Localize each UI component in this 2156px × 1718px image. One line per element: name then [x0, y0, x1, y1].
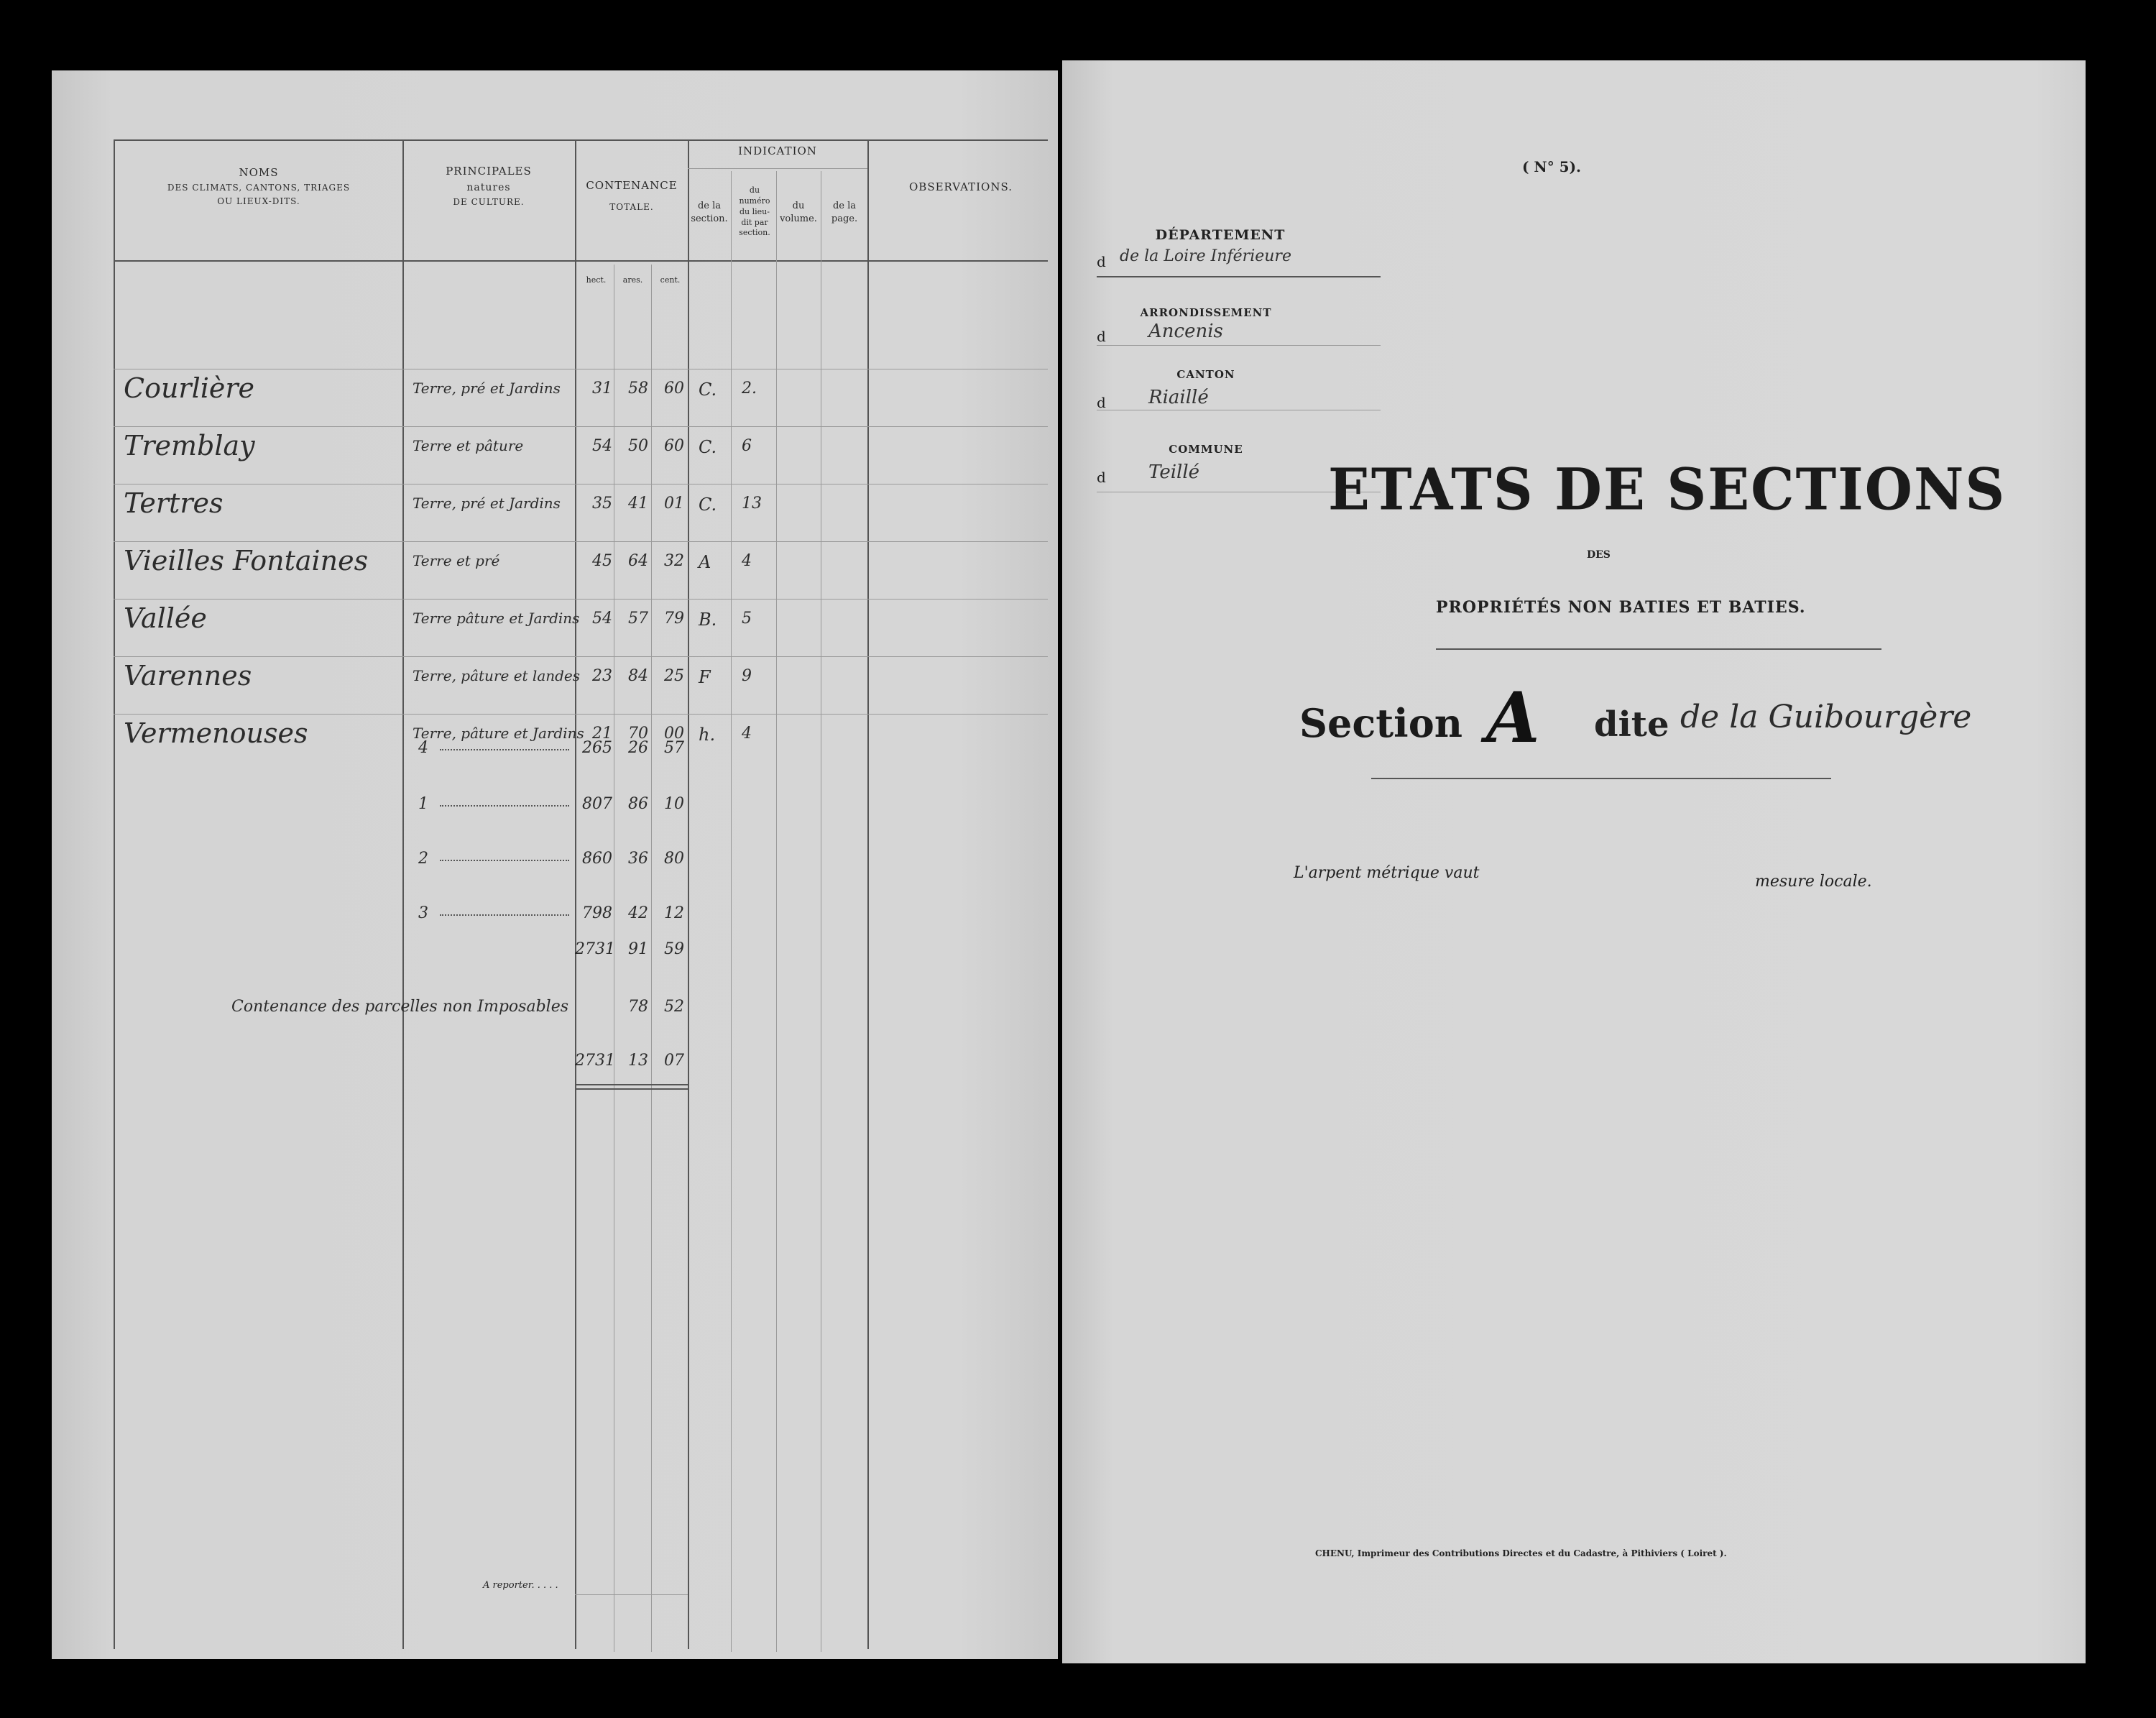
unit-ares: ares.	[622, 275, 643, 285]
row-section: B.	[699, 610, 717, 630]
leader-dots	[440, 914, 569, 916]
header-contenance: CONTENANCE TOTALE.	[586, 179, 678, 212]
printer-line: CHENU, Imprimeur des Contributions Directes et du Cadastre, à Pithiviers ( Loiret ).	[1315, 1548, 1727, 1558]
grand-total-hect: 2731	[575, 1052, 615, 1070]
section-letter: A	[1486, 677, 1540, 758]
departement-d: d	[1097, 253, 1106, 270]
subtitle: PROPRIÉTÉS NON BATIES ET BATIES.	[1436, 598, 1806, 617]
row-num: 4	[742, 552, 752, 570]
departement-value: de la Loire Inférieure	[1120, 247, 1291, 265]
canton-d: d	[1097, 394, 1106, 411]
subtotal-ares: 86	[628, 795, 648, 813]
row-name: Varennes	[124, 660, 252, 692]
row-culture: Terre, pâture et Jardins	[413, 725, 584, 742]
subtotal-hect: 807	[582, 795, 612, 813]
title-des: DES	[1587, 549, 1611, 561]
non-imposable-label: Contenance des parcelles non Imposables	[231, 998, 569, 1016]
subtotal-label: 2	[418, 850, 428, 868]
row-hect: 54	[592, 437, 612, 455]
commune-label: COMMUNE	[1169, 443, 1243, 456]
mesure-label: mesure locale.	[1755, 873, 1872, 891]
row-culture: Terre et pâture	[413, 437, 524, 454]
subtotal-cent: 12	[664, 904, 684, 922]
page-title: ETATS DE SECTIONS	[1328, 455, 2007, 523]
header-observations: OBSERVATIONS.	[909, 180, 1013, 193]
header-ind-numero: du numéro du lieu-dit par section.	[739, 185, 770, 238]
row-culture: Terre pâture et Jardins	[413, 610, 580, 627]
row-cent: 60	[664, 437, 684, 455]
row-section: h.	[699, 725, 716, 745]
total-cent: 59	[664, 940, 684, 958]
grand-total-cent: 07	[664, 1052, 684, 1070]
leader-dots	[440, 860, 569, 861]
subtotal-hect: 860	[582, 850, 612, 868]
canton-value: Riaillé	[1148, 387, 1209, 408]
row-section: C.	[699, 380, 717, 400]
header-natures: PRINCIPALES natures DE CULTURE.	[446, 165, 532, 208]
row-num: 13	[742, 495, 762, 513]
subtotal-label: 4	[418, 739, 428, 757]
row-num: 2.	[742, 380, 757, 398]
row-ares: 70	[628, 725, 648, 743]
header-ind-section: de la section.	[691, 201, 728, 224]
row-cent: 00	[664, 725, 684, 743]
unit-cent: cent.	[660, 275, 681, 285]
arrondissement-label: ARRONDISSEMENT	[1140, 306, 1272, 319]
row-culture: Terre, pâture et landes	[413, 667, 581, 684]
departement-label: DÉPARTEMENT	[1155, 227, 1286, 243]
row-name: Vermenouses	[124, 717, 308, 749]
subtotal-ares: 36	[628, 850, 648, 868]
commune-d: d	[1097, 469, 1106, 486]
row-hect: 21	[592, 725, 612, 743]
row-cent: 25	[664, 667, 684, 685]
row-cent: 32	[664, 552, 684, 570]
subtotal-ares: 42	[628, 904, 648, 922]
total-ares: 91	[628, 940, 648, 958]
arrondissement-value: Ancenis	[1148, 321, 1223, 342]
subtotal-cent: 10	[664, 795, 684, 813]
subtotal-ares: 26	[628, 739, 648, 757]
unit-hect: hect.	[586, 275, 607, 285]
row-ares: 58	[628, 380, 648, 398]
row-num: 9	[742, 667, 752, 685]
header-indication: INDICATION	[738, 144, 817, 157]
row-hect: 45	[592, 552, 612, 570]
commune-value: Teillé	[1148, 461, 1200, 483]
dite-word: dite	[1594, 704, 1669, 745]
subtotal-label: 3	[418, 904, 428, 922]
row-name: Tertres	[124, 487, 224, 519]
header-noms: NOMS DES CLIMATS, CANTONS, TRIAGES OU LIEUX-DITS.	[167, 166, 351, 207]
row-name: Vieilles Fontaines	[124, 545, 369, 577]
row-ares: 50	[628, 437, 648, 455]
form-number: ( N° 5).	[1522, 158, 1582, 175]
row-name: Courlière	[124, 372, 255, 404]
subtotal-cent: 80	[664, 850, 684, 868]
row-section: A	[699, 552, 711, 572]
row-ares: 41	[628, 495, 648, 513]
section-word: Section	[1299, 700, 1462, 746]
row-ares: 57	[628, 610, 648, 628]
header-ind-volume: du volume.	[780, 201, 817, 224]
row-section: C.	[699, 437, 717, 457]
non-imposable-ares: 78	[628, 998, 648, 1016]
row-culture: Terre, pré et Jardins	[413, 495, 561, 512]
arrondissement-d: d	[1097, 328, 1106, 345]
canton-label: CANTON	[1176, 368, 1235, 381]
row-num: 5	[742, 610, 752, 628]
grand-total-ares: 13	[628, 1052, 648, 1070]
row-section: F	[699, 667, 711, 687]
row-hect: 54	[592, 610, 612, 628]
row-cent: 79	[664, 610, 684, 628]
row-culture: Terre, pré et Jardins	[413, 380, 561, 397]
non-imposable-cent: 52	[664, 998, 684, 1016]
arpent-label: L'arpent métrique vaut	[1294, 864, 1480, 882]
right-page	[1062, 60, 2086, 1663]
row-ares: 84	[628, 667, 648, 685]
section-name: de la Guibourgère	[1680, 699, 1972, 735]
row-hect: 31	[592, 380, 612, 398]
row-name: Vallée	[124, 602, 207, 634]
leader-dots	[440, 749, 569, 750]
row-num: 4	[742, 725, 752, 743]
row-num: 6	[742, 437, 752, 455]
row-cent: 60	[664, 380, 684, 398]
row-culture: Terre et pré	[413, 552, 500, 569]
subtotal-label: 1	[418, 795, 428, 813]
leader-dots	[440, 805, 569, 807]
report-label: A reporter. . . . .	[483, 1580, 558, 1591]
subtotal-hect: 798	[582, 904, 612, 922]
row-name: Tremblay	[124, 430, 255, 461]
row-hect: 23	[592, 667, 612, 685]
subtotal-cent: 57	[664, 739, 684, 757]
row-cent: 01	[664, 495, 684, 513]
row-ares: 64	[628, 552, 648, 570]
left-page	[52, 70, 1058, 1659]
subtotal-hect: 265	[582, 739, 612, 757]
row-section: C.	[699, 495, 717, 515]
total-hect: 2731	[575, 940, 615, 958]
row-hect: 35	[592, 495, 612, 513]
header-ind-page: de la page.	[831, 201, 858, 224]
